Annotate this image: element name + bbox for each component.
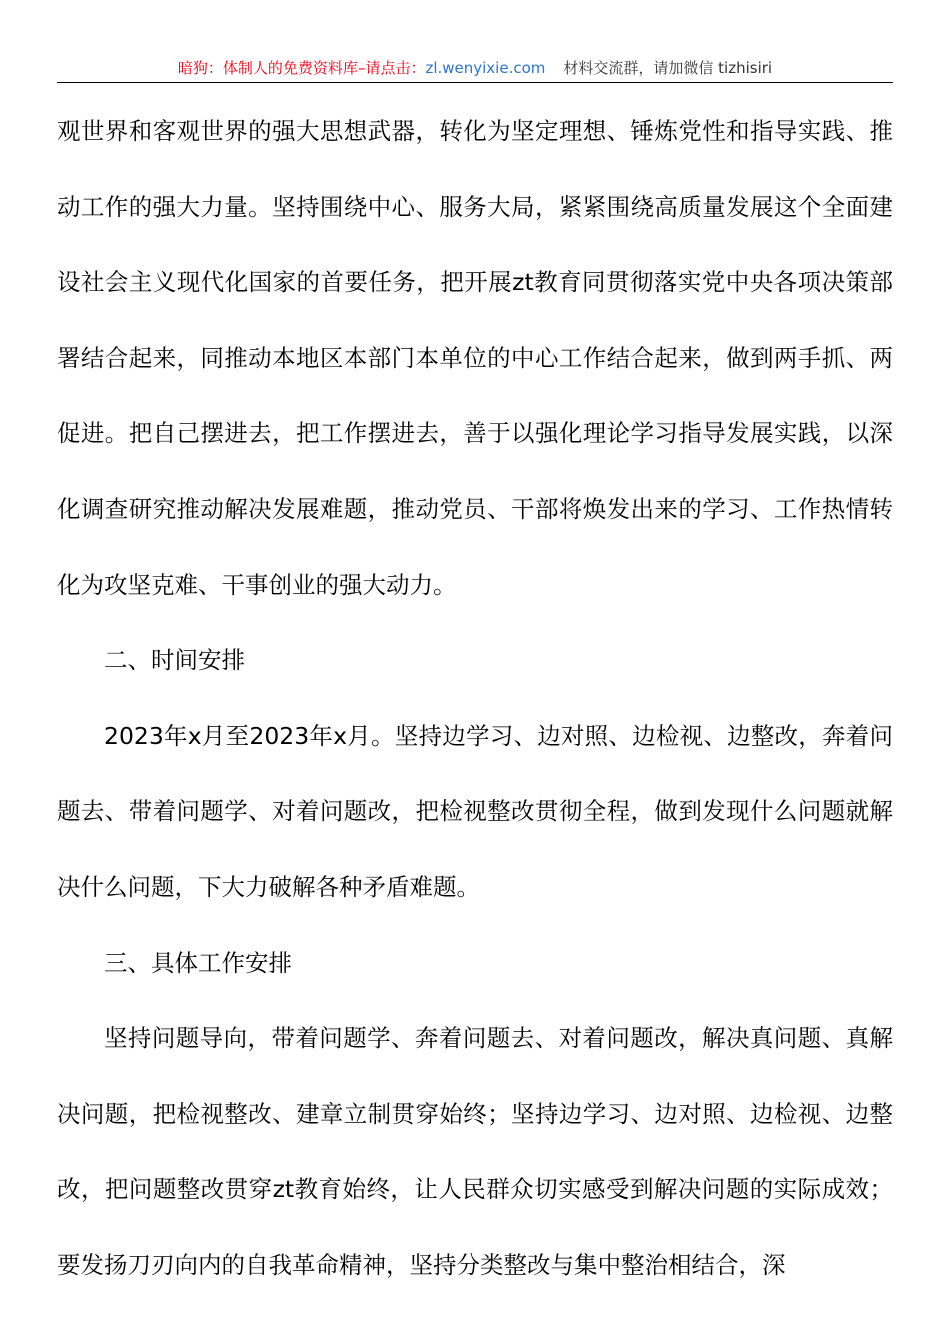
header-group-text: 材料交流群，请加微信 tizhisiri xyxy=(563,59,773,77)
document-body xyxy=(57,94,893,1304)
header-url-link[interactable]: zl.wenyixie.com xyxy=(425,59,546,77)
header-separator: – xyxy=(357,59,366,77)
header-brand: 暗狗：体制人的免费资料库 xyxy=(177,59,358,77)
paragraph-arrangements: 坚持问题导向，带着问题学、奔着问题去、对着问题改，解决真问题、真解决问题，把检视整改、建章立制贯穿始终；坚持边学习、边对照、边检视、边整改，把问题整改贯穿zt教育始终，让人民群众切实感受到解决问题的实际成效；要发扬刀刃向内的自我革命精神，坚持分类整改与集中整治相结合，深 xyxy=(57,1024,893,1279)
paragraph-continuation: 观世界和客观世界的强大思想武器，转化为坚定理想、锤炼党性和指导实践、推动工作的强大力量。坚持围绕中心、服务大局，紧紧围绕高质量发展这个全面建设社会主义现代化国家的首要任务，把开展zt教育同贯彻落实党中央各项决策部署结合起来，同推动本地区本部门本单位的中心工作结合起来，做到两手抓、两促进。把自己摆进去，把工作摆进去，善于以强化理论学习指导发展实践，以深化调查研究推动解决发展难题，推动党员、干部将焕发出来的学习、工作热情转化为攻坚克难、干事创业的强大动力。 xyxy=(57,117,893,599)
header-prompt: 请点击： xyxy=(365,59,426,77)
section-heading-arrangements: 三、具体工作安排 xyxy=(104,948,292,977)
page-header xyxy=(0,58,950,78)
paragraph-schedule: 2023年x月至2023年x月。坚持边学习、边对照、边检视、边整改，奔着问题去、带着问题学、对着问题改，把检视整改贯彻全程，做到发现什么问题就解决什么问题，下大力破解各种矛盾难题。 xyxy=(57,721,893,901)
section-heading-schedule: 二、时间安排 xyxy=(104,646,245,675)
header-divider xyxy=(57,82,893,83)
